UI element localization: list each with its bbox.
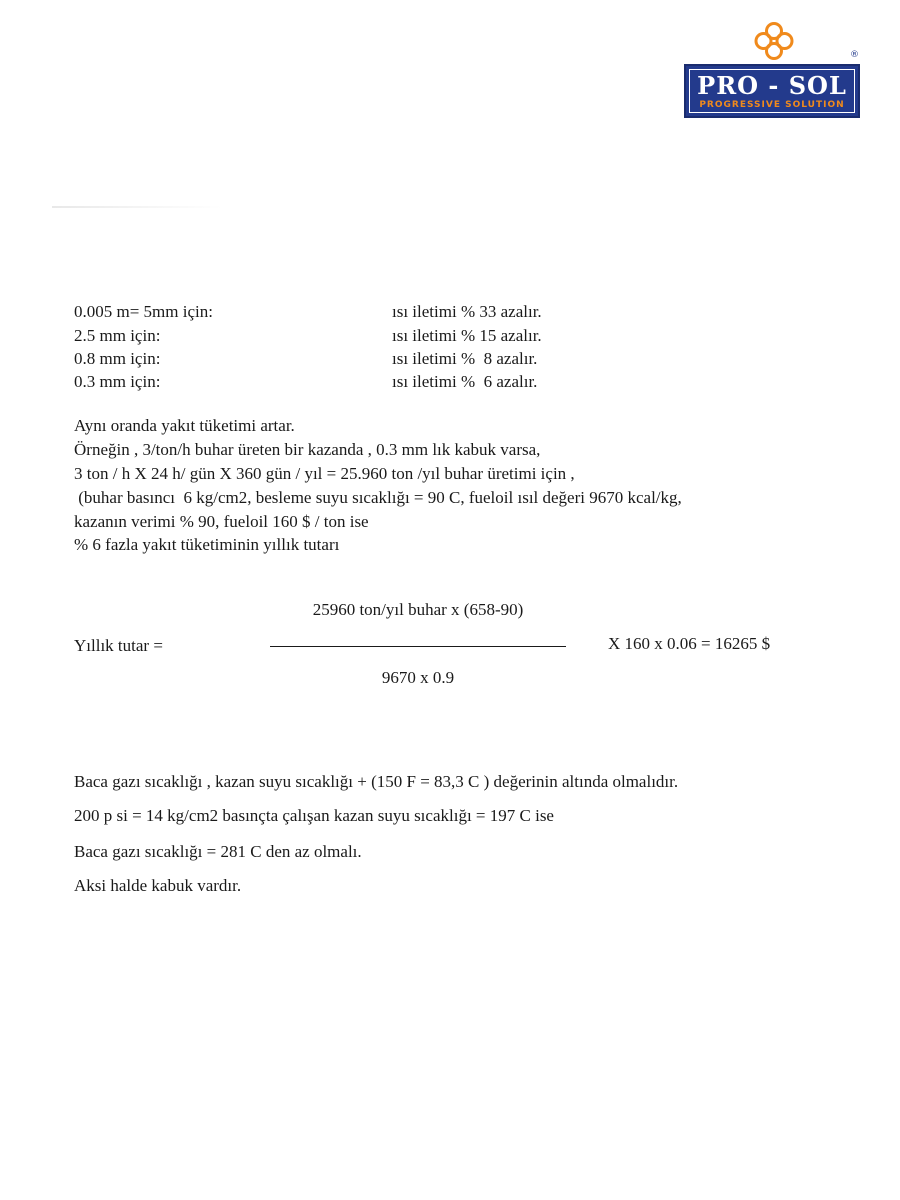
paragraph-line: kazanın verimi % 90, fueloil 160 $ / ton ise xyxy=(74,512,369,531)
heat-transfer-effect: ısı iletimi % 6 azalır. xyxy=(392,372,538,391)
paragraph-line: Aynı oranda yakıt tüketimi artar. xyxy=(74,416,295,435)
logo-name: PRO - SOL xyxy=(697,71,847,100)
note-line: Baca gazı sıcaklığı = 281 C den az olmalı. xyxy=(74,842,362,861)
formula-denominator: 9670 x 0.9 xyxy=(381,668,455,687)
paragraph-line: 3 ton / h X 24 h/ gün X 360 gün / yıl = 25.960 ton /yıl buhar üretimi için , xyxy=(74,464,575,483)
heat-transfer-effect: ısı iletimi % 8 azalır. xyxy=(392,349,538,368)
table-row xyxy=(74,372,634,396)
thickness-label: 2.5 mm için: xyxy=(74,326,161,345)
logo-box xyxy=(684,64,860,118)
thickness-label: 0.005 m= 5mm için: xyxy=(74,302,213,321)
clover-mark-icon xyxy=(754,22,794,60)
formula-label: Yıllık tutar = xyxy=(74,636,163,655)
table-row xyxy=(74,349,634,373)
fraction-bar xyxy=(270,646,566,647)
note-line: Baca gazı sıcaklığı , kazan suyu sıcaklığı + (150 F = 83,3 C ) değerinin altında olmalıdır. xyxy=(74,772,679,791)
note-line: 200 p si = 14 kg/cm2 basınçta çalışan kazan suyu sıcaklığı = 197 C ise xyxy=(74,806,554,825)
paragraph-line: Örneğin , 3/ton/h buhar üreten bir kazanda , 0.3 mm lık kabuk varsa, xyxy=(74,440,541,459)
paragraph-line: % 6 fazla yakıt tüketiminin yıllık tutarı xyxy=(74,535,340,554)
scan-artifact-line xyxy=(52,206,222,208)
thickness-label: 0.3 mm için: xyxy=(74,372,161,391)
paragraph-line: (buhar basıncı 6 kg/cm2, besleme suyu sıcaklığı = 90 C, fueloil ısıl değeri 9670 kcal/kg, xyxy=(74,488,682,507)
company-logo xyxy=(684,22,864,124)
formula-multiplier: X 160 x 0.06 = 16265 $ xyxy=(608,634,771,653)
heat-transfer-effect: ısı iletimi % 33 azalır. xyxy=(392,302,542,321)
note-line: Aksi halde kabuk vardır. xyxy=(74,876,242,895)
logo-tagline: PROGRESSIVE SOLUTION xyxy=(699,100,845,110)
registered-mark: ® xyxy=(850,50,859,60)
heat-transfer-effect: ısı iletimi % 15 azalır. xyxy=(392,326,542,345)
table-row xyxy=(74,302,634,326)
formula-numerator: 25960 ton/yıl buhar x (658-90) xyxy=(312,600,524,619)
table-row xyxy=(74,326,634,350)
thickness-label: 0.8 mm için: xyxy=(74,349,161,368)
